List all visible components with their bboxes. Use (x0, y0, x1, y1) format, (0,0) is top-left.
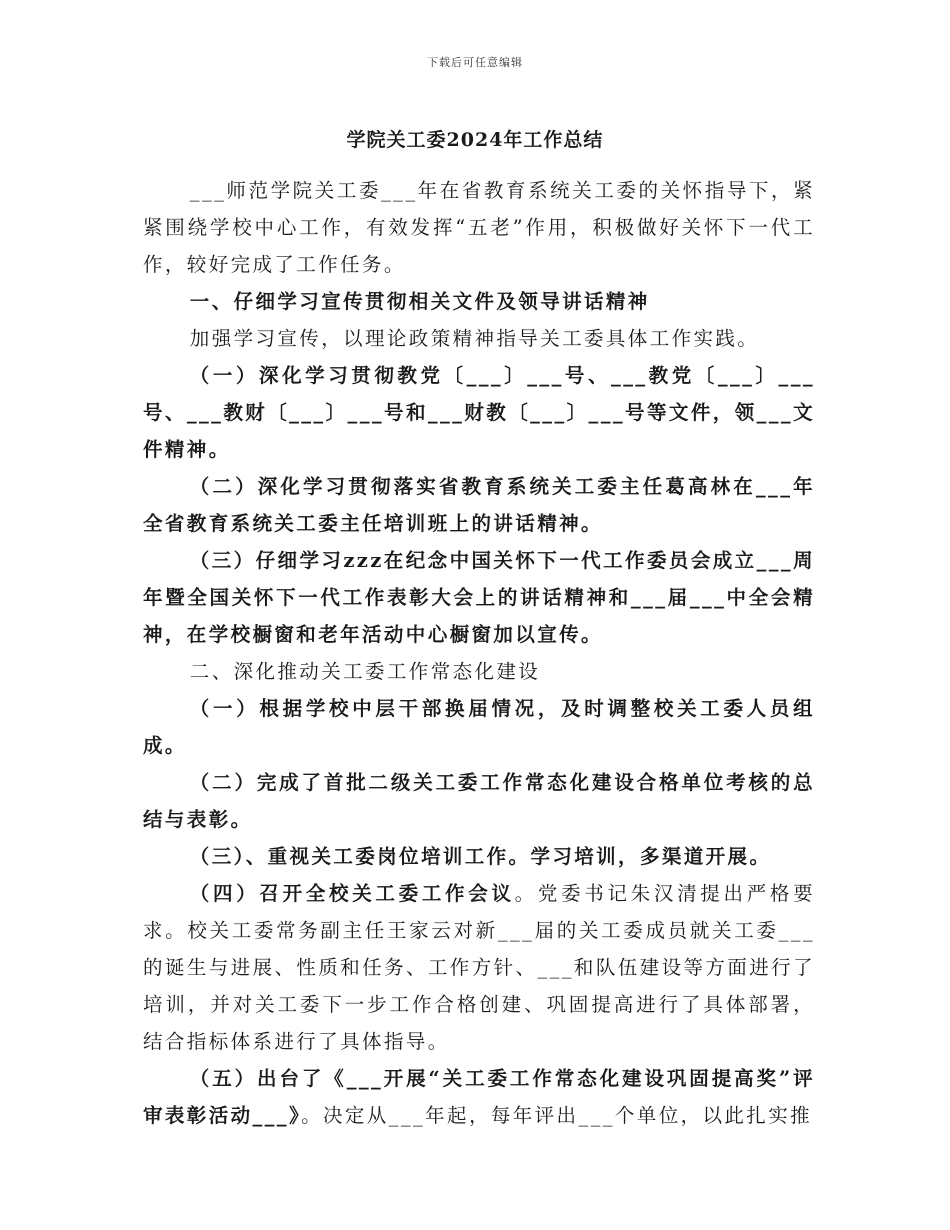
item-2-5-text: 。决定从___年起，每年评出___个单位，以此扎实推 (301, 1104, 813, 1127)
paragraph-study-promotion: 加强学习宣传，以理论政策精神指导关工委具体工作实践。 (189, 327, 760, 350)
item-2-2: （二）完成了首批二级关工委工作常态化建设合格单位考核的总结与表彰。 (143, 771, 815, 831)
item-2-1: （一）根据学校中层干部换届情况，及时调整校关工委人员组成。 (143, 697, 815, 757)
item-2-5-heading: （五）出台了《___开展“关工委工作常态化建设巩固提高奖”评审表彰活动___》 (143, 1067, 815, 1127)
item-1-1: （一）深化学习贯彻教党〔___〕___号、___教党〔___〕___号、___教财〔___〕___号和___财教〔___〕___号等文件，领___文件精神。 (143, 364, 815, 461)
section-heading-2: 二、深化推动关工委工作常态化建设 (189, 660, 541, 683)
header-note: 下载后可任意编辑 (427, 56, 523, 69)
intro-paragraph: ___师范学院关工委___年在省教育系统关工委的关怀指导下，紧紧围绕学校中心工作，有效发挥“五老”作用，积极做好关怀下一代工作，较好完成了工作任务。 (143, 179, 815, 276)
item-2-5 (143, 1060, 815, 1134)
section-heading-1: 一、仔细学习宣传贯彻相关文件及领导讲话精神 (189, 290, 650, 313)
item-1-3: （三）仔细学习zzz在纪念中国关怀下一代工作委员会成立___周年暨全国关怀下一代工作表彰大会上的讲话精神和___届___中全会精神，在学校橱窗和老年活动中心橱窗加以宣传。 (143, 549, 815, 646)
document-title: 学院关工委2024年工作总结 (346, 129, 604, 151)
item-1-2: （二）深化学习贯彻落实省教育系统关工委主任葛高林在___年全省教育系统关工委主任培训班上的讲话精神。 (143, 475, 815, 535)
item-2-4 (143, 875, 815, 1060)
item-2-4-text: 。党委书记朱汉清提出严格要求。校关工委常务副主任王家云对新___届的关工委成员就关工委___的诞生与进展、性质和任务、工作方针、___和队伍建设等方面进行了培训，并对关工委下一步工作合格创建、巩固提高进行了具体部署，结合指标体系进行了具体指导。 (143, 882, 815, 1053)
document-body (143, 172, 815, 1134)
item-2-3: （三）、重视关工委岗位培训工作。学习培训，多渠道开展。 (189, 845, 772, 868)
item-2-4-heading: （四）召开全校关工委工作会议 (189, 882, 515, 905)
